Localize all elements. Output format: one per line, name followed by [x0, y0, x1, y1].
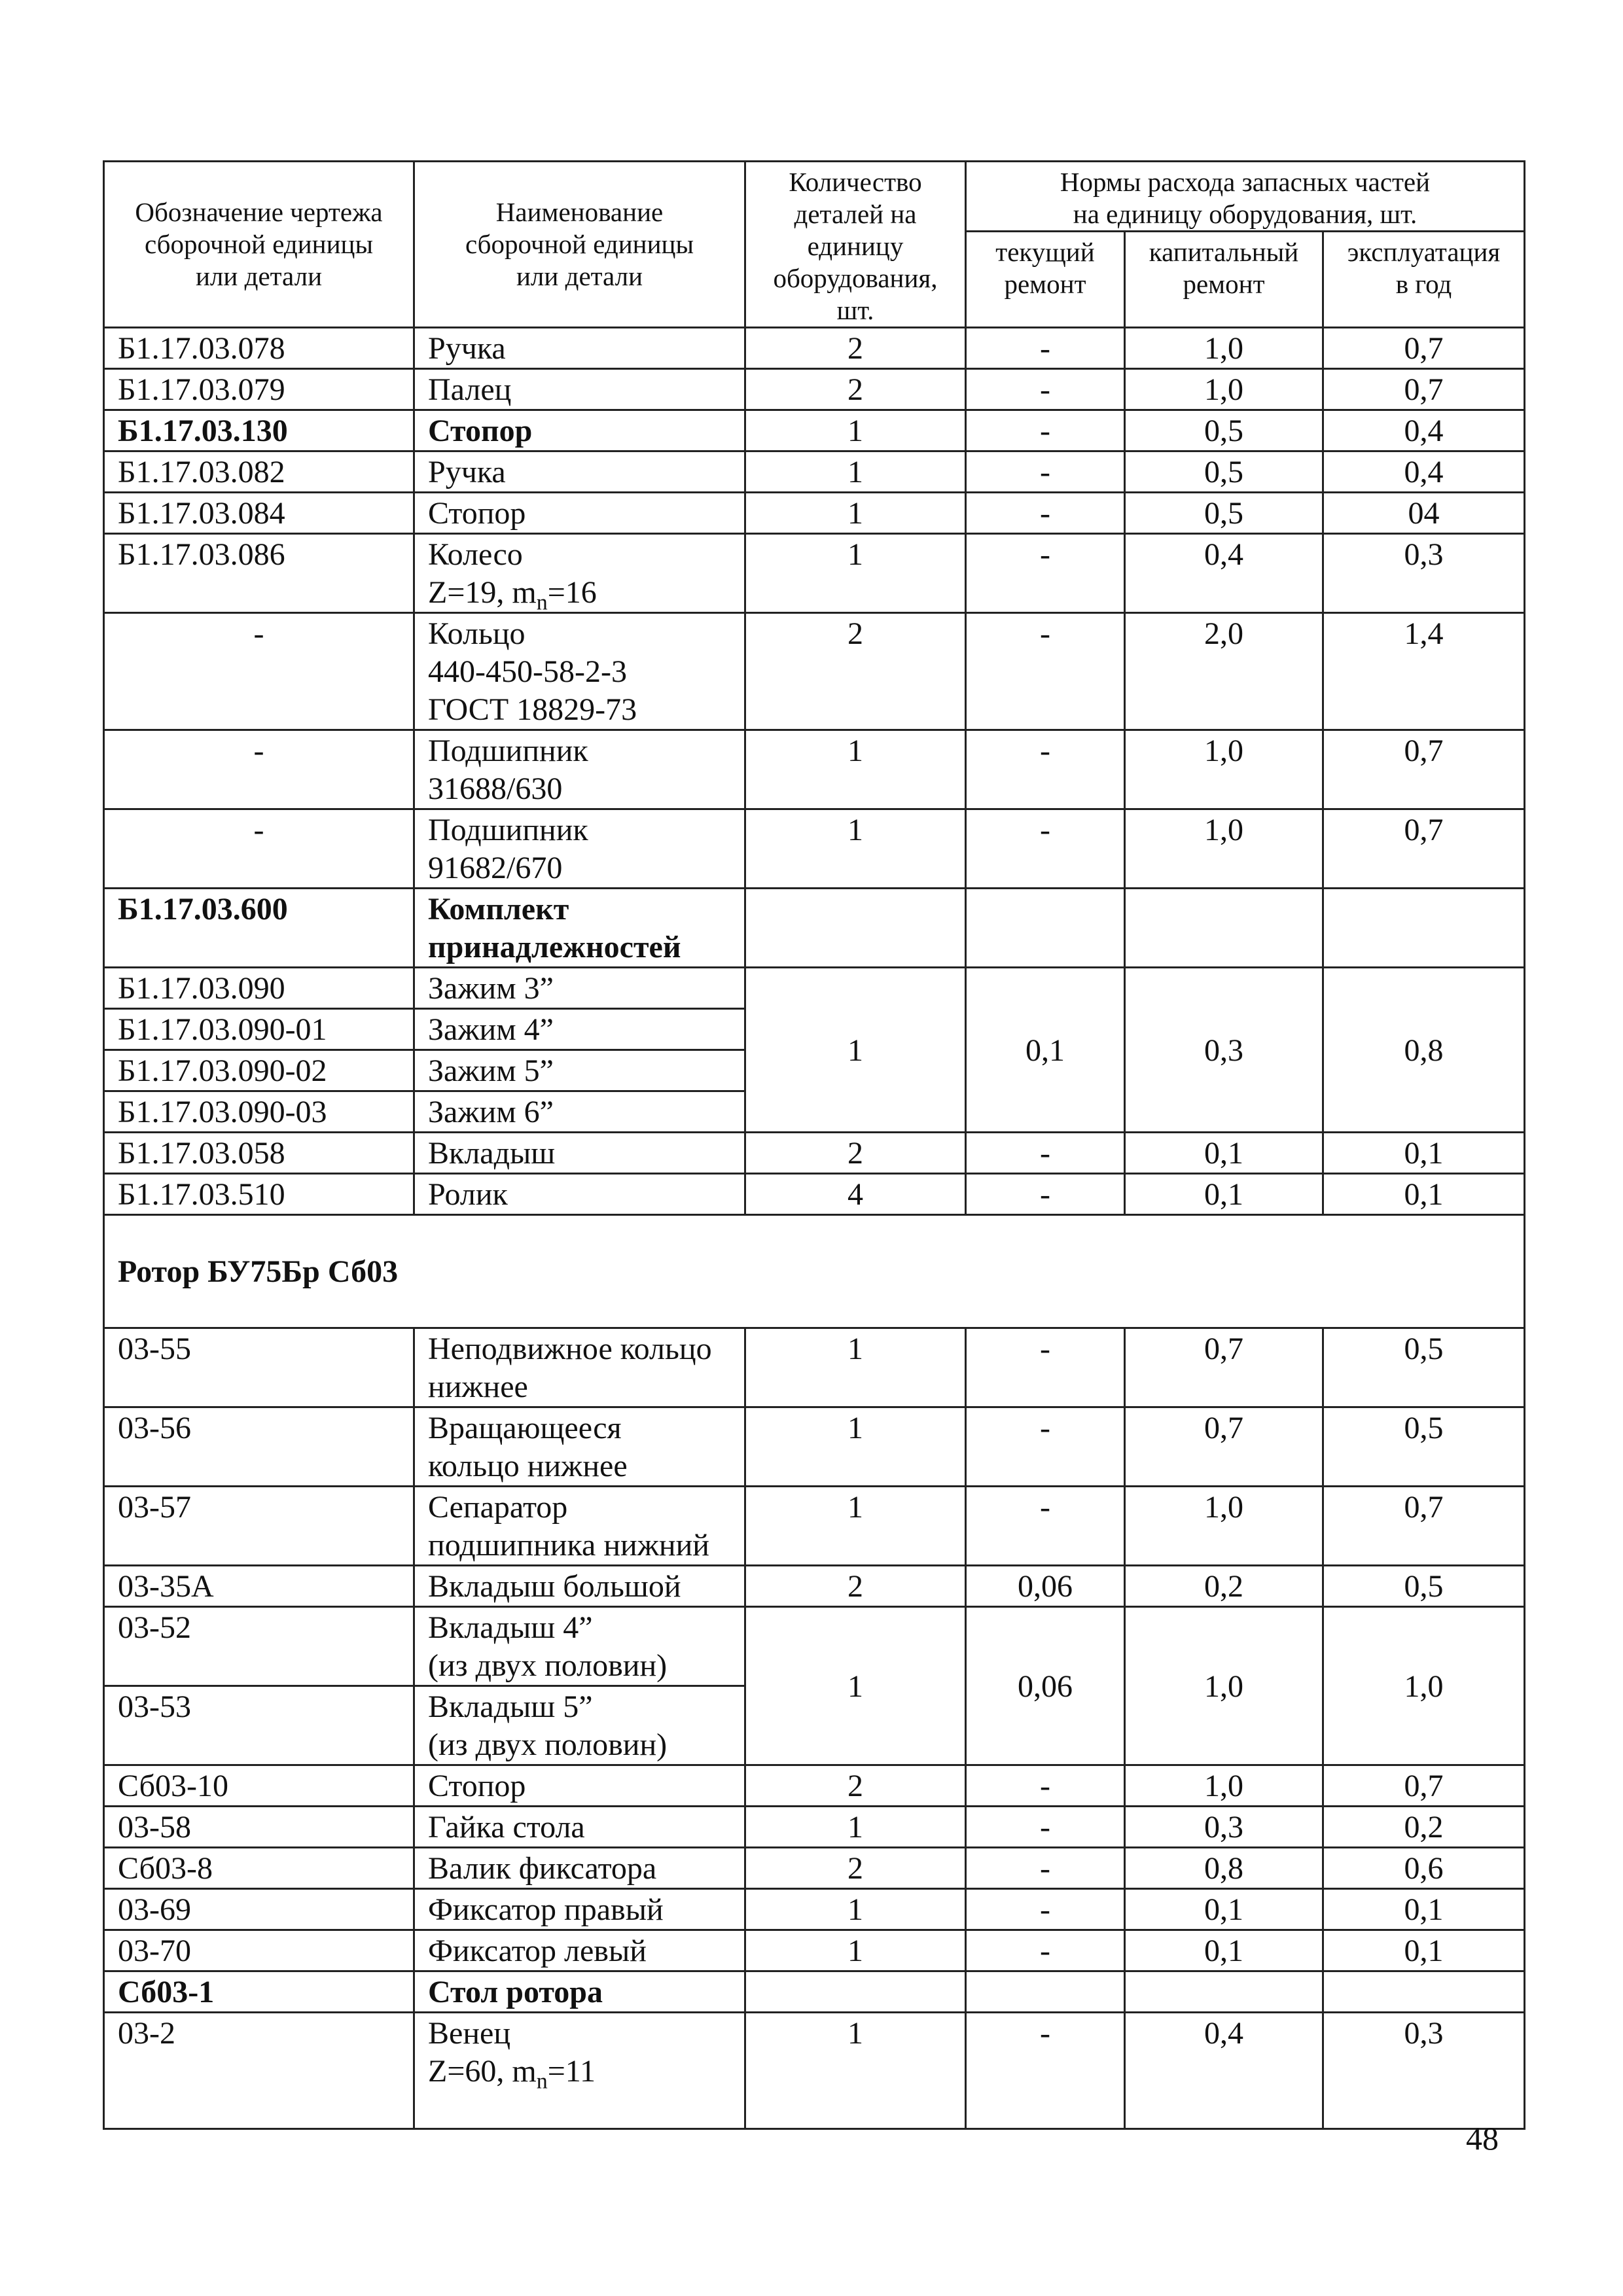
cell-qty: 1 — [745, 1487, 966, 1566]
cell-qty: 1 — [745, 809, 966, 889]
cell-code: Б1.17.03.090-02 — [104, 1050, 414, 1091]
cell-qty — [745, 889, 966, 968]
cell-capital: 0,1 — [1125, 1930, 1323, 1971]
cell-name: Вкладыш 4” (из двух половин) — [414, 1607, 745, 1686]
cell-code: 03-57 — [104, 1487, 414, 1566]
cell-operation: 1,0 — [1323, 1607, 1525, 1765]
cell-current: - — [966, 1930, 1125, 1971]
cell-capital: 0,8 — [1125, 1848, 1323, 1889]
cell-capital: 0,4 — [1125, 2013, 1323, 2129]
header-current-repair — [966, 232, 1125, 328]
cell-code: Б1.17.03.082 — [104, 451, 414, 493]
table-row — [104, 2013, 1525, 2129]
cell-qty: 1 — [745, 534, 966, 613]
cell-code: 03-53 — [104, 1686, 414, 1765]
table-row — [104, 1848, 1525, 1889]
cell-operation: 0,7 — [1323, 369, 1525, 410]
header-norms — [966, 162, 1525, 232]
cell-code: - — [104, 613, 414, 730]
table-row — [104, 889, 1525, 968]
cell-current: - — [966, 809, 1125, 889]
cell-capital: 0,5 — [1125, 493, 1323, 534]
header-current-repair-text: текущий ремонт — [995, 237, 1095, 300]
cell-name: Вкладыш большой — [414, 1566, 745, 1607]
cell-code: Б1.17.03.090 — [104, 968, 414, 1009]
cell-name: Сепаратор подшипника нижний — [414, 1487, 745, 1566]
cell-qty: 2 — [745, 369, 966, 410]
cell-current: - — [966, 1407, 1125, 1487]
table-row — [104, 809, 1525, 889]
cell-qty: 2 — [745, 613, 966, 730]
cell-current: - — [966, 1807, 1125, 1848]
cell-code: - — [104, 730, 414, 809]
cell-current: - — [966, 451, 1125, 493]
cell-operation: 0,7 — [1323, 730, 1525, 809]
cell-operation: 0,1 — [1323, 1174, 1525, 1215]
cell-name: Зажим 3” — [414, 968, 745, 1009]
cell-current: - — [966, 493, 1125, 534]
cell-capital: 0,1 — [1125, 1133, 1323, 1174]
cell-code: Б1.17.03.130 — [104, 410, 414, 451]
header-quantity-text: Количество деталей на единицу оборудования, шт. — [773, 167, 938, 325]
cell-name — [414, 2013, 745, 2129]
cell-qty: 1 — [745, 730, 966, 809]
section-row — [104, 1215, 1525, 1328]
table-row — [104, 968, 1525, 1009]
cell-operation: 0,7 — [1323, 328, 1525, 369]
cell-operation: 0,7 — [1323, 1487, 1525, 1566]
cell-name: Валик фиксатора — [414, 1848, 745, 1889]
table-row — [104, 493, 1525, 534]
cell-qty: 1 — [745, 2013, 966, 2129]
cell-name: Вкладыш — [414, 1133, 745, 1174]
header-operation — [1323, 232, 1525, 328]
cell-capital: 1,0 — [1125, 1765, 1323, 1807]
cell-qty: 1 — [745, 1930, 966, 1971]
cell-current: - — [966, 1328, 1125, 1407]
cell-name-line2a: Z=19, m — [428, 575, 537, 610]
cell-operation: 1,4 — [1323, 613, 1525, 730]
cell-current: - — [966, 1889, 1125, 1930]
cell-code: Б1.17.03.510 — [104, 1174, 414, 1215]
cell-code: 03-70 — [104, 1930, 414, 1971]
cell-capital — [1125, 1971, 1323, 2013]
cell-name: Подшипник 31688/630 — [414, 730, 745, 809]
cell-current: 0,1 — [966, 968, 1125, 1133]
cell-capital: 0,1 — [1125, 1174, 1323, 1215]
cell-name: Вкладыш 5” (из двух половин) — [414, 1686, 745, 1765]
cell-operation: 0,2 — [1323, 1807, 1525, 1848]
cell-capital: 0,1 — [1125, 1889, 1323, 1930]
cell-qty: 1 — [745, 1607, 966, 1765]
cell-current: - — [966, 1487, 1125, 1566]
cell-current: - — [966, 1174, 1125, 1215]
cell-code: 03-69 — [104, 1889, 414, 1930]
cell-operation: 0,3 — [1323, 534, 1525, 613]
cell-qty: 2 — [745, 1133, 966, 1174]
cell-name: Ручка — [414, 328, 745, 369]
table-row — [104, 1765, 1525, 1807]
cell-name: Зажим 4” — [414, 1009, 745, 1050]
cell-qty: 2 — [745, 1765, 966, 1807]
cell-capital: 0,3 — [1125, 1807, 1323, 1848]
header-drawing-code — [104, 162, 414, 328]
cell-capital: 1,0 — [1125, 1607, 1323, 1765]
header-norms-text: Нормы расхода запасных частей на единицу оборудования, шт. — [1060, 167, 1431, 229]
cell-qty: 2 — [745, 328, 966, 369]
table-row — [104, 1487, 1525, 1566]
cell-code: Б1.17.03.079 — [104, 369, 414, 410]
cell-qty: 1 — [745, 1889, 966, 1930]
cell-capital: 0,3 — [1125, 968, 1323, 1133]
table-row — [104, 730, 1525, 809]
table-row — [104, 534, 1525, 613]
table-row — [104, 613, 1525, 730]
cell-operation: 0,5 — [1323, 1328, 1525, 1407]
cell-operation — [1323, 1971, 1525, 2013]
table-row — [104, 369, 1525, 410]
cell-operation — [1323, 889, 1525, 968]
cell-code: Сб03-1 — [104, 1971, 414, 2013]
cell-name: Фиксатор левый — [414, 1930, 745, 1971]
cell-qty: 1 — [745, 410, 966, 451]
cell-code: 03-35А — [104, 1566, 414, 1607]
cell-operation: 0,1 — [1323, 1930, 1525, 1971]
cell-capital: 0,7 — [1125, 1328, 1323, 1407]
cell-name: Вращающееся кольцо нижнее — [414, 1407, 745, 1487]
table-row — [104, 1174, 1525, 1215]
cell-capital: 1,0 — [1125, 369, 1323, 410]
cell-capital: 2,0 — [1125, 613, 1323, 730]
cell-current: - — [966, 1133, 1125, 1174]
table-row — [104, 1607, 1525, 1686]
cell-qty: 4 — [745, 1174, 966, 1215]
cell-operation: 0,6 — [1323, 1848, 1525, 1889]
cell-operation: 0,4 — [1323, 410, 1525, 451]
cell-code: 03-52 — [104, 1607, 414, 1686]
cell-name: Стол ротора — [414, 1971, 745, 2013]
cell-code: Сб03-8 — [104, 1848, 414, 1889]
section-title: Ротор БУ75Бр Сб03 — [104, 1215, 1525, 1328]
table-row — [104, 1930, 1525, 1971]
cell-name — [414, 534, 745, 613]
cell-name: Гайка стола — [414, 1807, 745, 1848]
cell-capital: 1,0 — [1125, 809, 1323, 889]
cell-current: - — [966, 2013, 1125, 2129]
cell-current: - — [966, 730, 1125, 809]
cell-current — [966, 889, 1125, 968]
cell-current: - — [966, 410, 1125, 451]
cell-current: - — [966, 1848, 1125, 1889]
cell-capital: 0,7 — [1125, 1407, 1323, 1487]
cell-operation: 0,8 — [1323, 968, 1525, 1133]
cell-name: Стопор — [414, 410, 745, 451]
cell-current: 0,06 — [966, 1566, 1125, 1607]
cell-qty: 2 — [745, 1848, 966, 1889]
cell-code: Б1.17.03.600 — [104, 889, 414, 968]
table-row — [104, 1328, 1525, 1407]
cell-operation: 0,5 — [1323, 1566, 1525, 1607]
table-row — [104, 328, 1525, 369]
cell-name-line2b: =11 — [547, 2054, 596, 2089]
table-row — [104, 410, 1525, 451]
cell-current — [966, 1971, 1125, 2013]
cell-qty: 1 — [745, 1328, 966, 1407]
cell-name: Ручка — [414, 451, 745, 493]
cell-capital: 1,0 — [1125, 730, 1323, 809]
cell-name: Фиксатор правый — [414, 1889, 745, 1930]
cell-name: Ролик — [414, 1174, 745, 1215]
spare-parts-table — [103, 160, 1525, 2130]
cell-name-line1: Колесо — [428, 537, 523, 572]
cell-code: 03-56 — [104, 1407, 414, 1487]
cell-code: Б1.17.03.084 — [104, 493, 414, 534]
cell-code: Б1.17.03.090-03 — [104, 1091, 414, 1133]
cell-operation: 0,4 — [1323, 451, 1525, 493]
cell-code: Б1.17.03.086 — [104, 534, 414, 613]
cell-name: Комплект принадлежностей — [414, 889, 745, 968]
cell-name-subscript: n — [536, 590, 548, 615]
cell-operation: 0,7 — [1323, 1765, 1525, 1807]
header-quantity — [745, 162, 966, 328]
cell-code: Б1.17.03.090-01 — [104, 1009, 414, 1050]
cell-capital: 1,0 — [1125, 1487, 1323, 1566]
cell-operation: 0,1 — [1323, 1133, 1525, 1174]
cell-name: Неподвижное кольцо нижнее — [414, 1328, 745, 1407]
cell-code: Сб03-10 — [104, 1765, 414, 1807]
table-row — [104, 1133, 1525, 1174]
cell-operation: 0,3 — [1323, 2013, 1525, 2129]
cell-operation: 04 — [1323, 493, 1525, 534]
header-drawing-code-text: Обозначение чертежа сборочной единицы или детали — [135, 197, 383, 291]
cell-current: 0,06 — [966, 1607, 1125, 1765]
table-row — [104, 1407, 1525, 1487]
cell-qty: 1 — [745, 493, 966, 534]
cell-name: Палец — [414, 369, 745, 410]
cell-current: - — [966, 1765, 1125, 1807]
cell-capital: 0,4 — [1125, 534, 1323, 613]
cell-qty: 1 — [745, 1807, 966, 1848]
cell-operation: 0,7 — [1323, 809, 1525, 889]
header-part-name — [414, 162, 745, 328]
cell-code: Б1.17.03.078 — [104, 328, 414, 369]
cell-name-subscript: n — [536, 2069, 548, 2094]
cell-name-line2b: =16 — [547, 575, 597, 610]
cell-name: Кольцо 440-450-58-2-3 ГОСТ 18829-73 — [414, 613, 745, 730]
cell-name: Стопор — [414, 1765, 745, 1807]
cell-name: Стопор — [414, 493, 745, 534]
cell-code: 03-58 — [104, 1807, 414, 1848]
table-body — [104, 328, 1525, 2129]
header-capital-repair — [1125, 232, 1323, 328]
cell-current: - — [966, 328, 1125, 369]
cell-operation: 0,5 — [1323, 1407, 1525, 1487]
cell-name: Подшипник 91682/670 — [414, 809, 745, 889]
cell-capital — [1125, 889, 1323, 968]
cell-code: 03-55 — [104, 1328, 414, 1407]
cell-name-line2a: Z=60, m — [428, 2054, 537, 2089]
header-operation-text: эксплуатация в год — [1347, 237, 1501, 300]
cell-current: - — [966, 613, 1125, 730]
table-row — [104, 1971, 1525, 2013]
table-row — [104, 1889, 1525, 1930]
header-capital-repair-text: капитальный ремонт — [1149, 237, 1299, 300]
cell-capital: 0,5 — [1125, 410, 1323, 451]
cell-name: Зажим 6” — [414, 1091, 745, 1133]
table-header — [104, 162, 1525, 328]
cell-code: Б1.17.03.058 — [104, 1133, 414, 1174]
page-number: 48 — [1466, 2120, 1499, 2157]
cell-name-line1: Венец — [428, 2016, 510, 2051]
header-part-name-text: Наименование сборочной единицы или детали — [465, 197, 694, 291]
cell-capital: 0,5 — [1125, 451, 1323, 493]
cell-qty: 1 — [745, 968, 966, 1133]
table-row — [104, 451, 1525, 493]
cell-name: Зажим 5” — [414, 1050, 745, 1091]
cell-code: - — [104, 809, 414, 889]
cell-qty — [745, 1971, 966, 2013]
cell-operation: 0,1 — [1323, 1889, 1525, 1930]
cell-current: - — [966, 369, 1125, 410]
cell-capital: 1,0 — [1125, 328, 1323, 369]
cell-capital: 0,2 — [1125, 1566, 1323, 1607]
cell-current: - — [966, 534, 1125, 613]
cell-qty: 1 — [745, 451, 966, 493]
cell-qty: 1 — [745, 1407, 966, 1487]
cell-qty: 2 — [745, 1566, 966, 1607]
table-row — [104, 1807, 1525, 1848]
table-row — [104, 1566, 1525, 1607]
cell-code: 03-2 — [104, 2013, 414, 2129]
